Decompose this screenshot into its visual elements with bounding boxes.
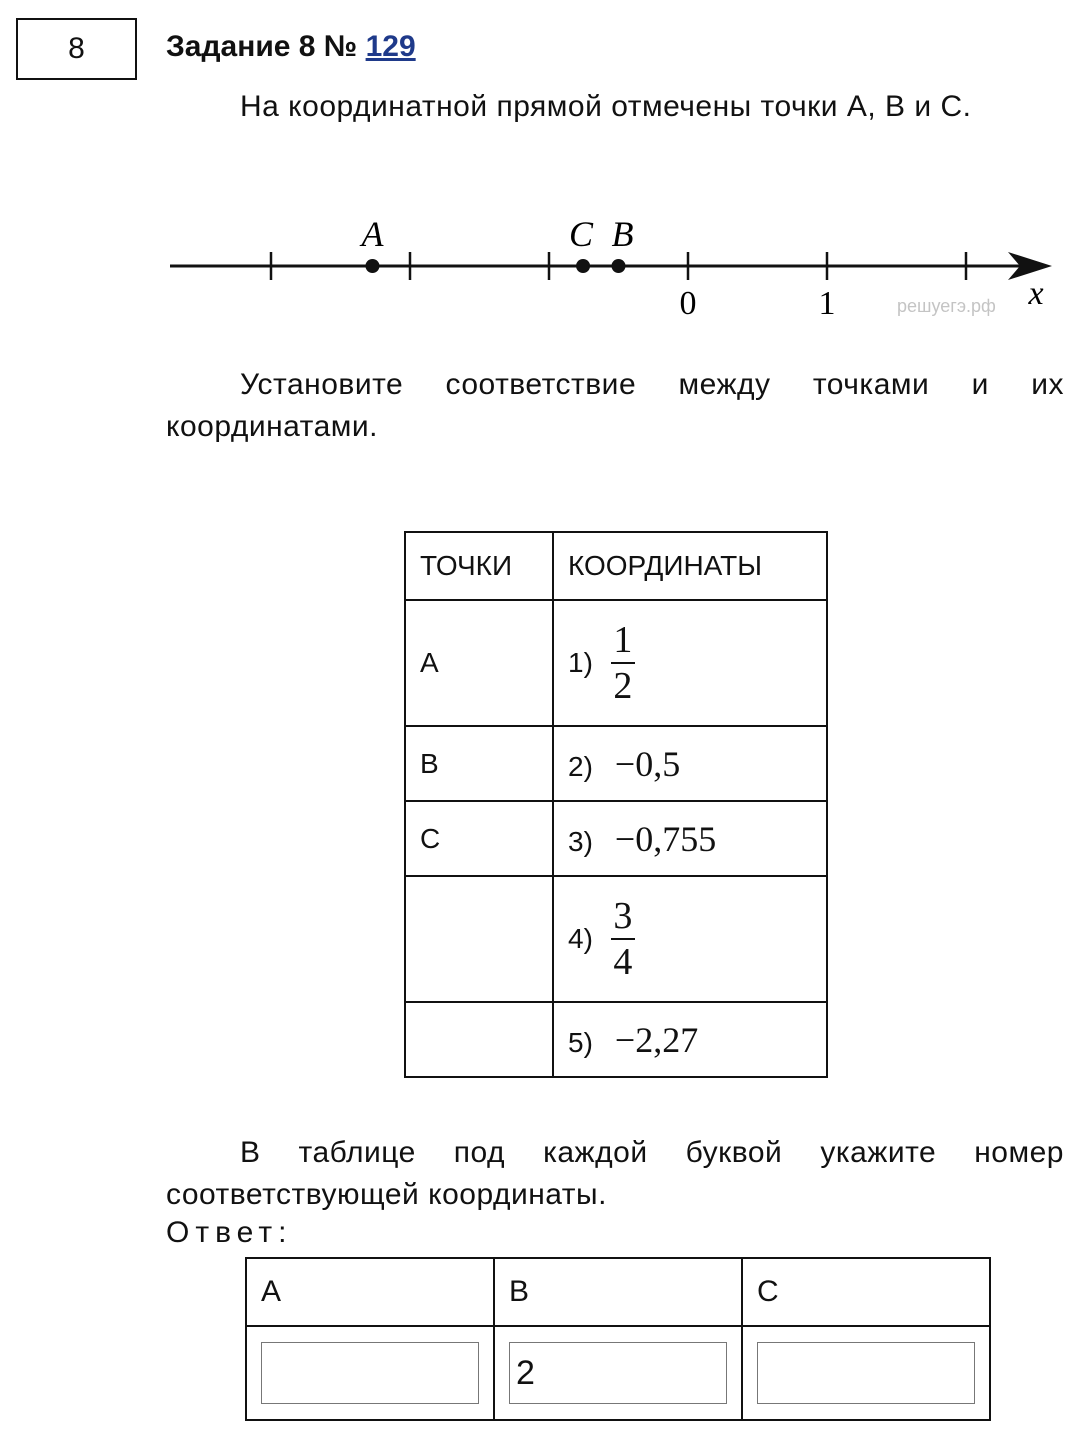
tick-label-0: 0: [679, 285, 697, 322]
coordinate-cell: [553, 801, 827, 876]
fraction: [611, 894, 635, 984]
coordinate-value: −0,755: [614, 818, 717, 859]
table-row: [405, 726, 827, 801]
table-row: [405, 1002, 827, 1077]
point-c: [576, 259, 590, 273]
point-label-c: C: [569, 214, 594, 254]
task-number: 8: [68, 32, 85, 65]
intro-text: На координатной прямой отмечены точки A, B и C.: [240, 90, 972, 123]
header-coordinates: КООРДИНАТЫ: [553, 532, 827, 600]
point-cell: B: [405, 726, 553, 801]
answer-input-a[interactable]: [261, 1342, 479, 1404]
correspondence-table: [404, 531, 828, 1078]
fraction: [611, 618, 635, 708]
task-title-prefix: Задание 8 №: [166, 30, 366, 63]
answer-input-b[interactable]: 2: [509, 1342, 727, 1404]
point-label-a: A: [361, 214, 384, 254]
point-a: [365, 259, 379, 273]
coordinate-index: 2): [568, 750, 593, 782]
coordinate-cell: [553, 600, 827, 726]
coordinate-value: −2,27: [614, 1019, 699, 1060]
denominator: 4: [613, 941, 633, 983]
denominator: 2: [613, 665, 633, 707]
numerator: 1: [613, 619, 633, 661]
task-title: [166, 30, 416, 64]
axis-label-x: x: [1028, 275, 1044, 312]
task-number-box: [16, 18, 137, 80]
answer-input-c[interactable]: [757, 1342, 975, 1404]
table-row: [405, 801, 827, 876]
watermark: решуегэ.рф: [897, 296, 996, 316]
coordinate-cell: [553, 1002, 827, 1077]
instruction-text: Установите соответствие между точками и их координатами.: [166, 368, 1064, 443]
coordinate-cell: [553, 876, 827, 1002]
point-label-b: B: [611, 214, 634, 254]
point-b: [612, 259, 626, 273]
coordinate-index: 1): [568, 647, 593, 678]
point-cell: A: [405, 600, 553, 726]
task-id-link[interactable]: 129: [365, 30, 416, 63]
table-header-row: [405, 532, 827, 600]
answer-instruction-text: В таблице под каждой буквой укажите номер соответствующей координаты.: [166, 1136, 1064, 1211]
point-cell: C: [405, 801, 553, 876]
number-line: [0, 200, 1080, 330]
answer-input-row: [246, 1326, 990, 1420]
coordinate-index: 3): [568, 825, 593, 857]
tick-label-1: 1: [818, 285, 836, 322]
points-group: [359, 214, 633, 273]
answer-label: Ответ:: [166, 1216, 293, 1249]
table-row: [405, 876, 827, 1002]
coordinate-cell: [553, 726, 827, 801]
answer-header-row: [246, 1258, 990, 1326]
coordinate-value: −0,5: [614, 743, 681, 784]
answer-table: [245, 1257, 991, 1421]
coordinate-index: 4): [568, 923, 593, 954]
answer-header-a: A: [246, 1258, 494, 1326]
point-cell: [405, 876, 553, 1002]
answer-header-b: B: [494, 1258, 742, 1326]
point-cell: [405, 1002, 553, 1077]
answer-header-c: C: [742, 1258, 990, 1326]
header-points: ТОЧКИ: [405, 532, 553, 600]
table-row: [405, 600, 827, 726]
coordinate-index: 5): [568, 1026, 593, 1058]
numerator: 3: [613, 895, 633, 937]
